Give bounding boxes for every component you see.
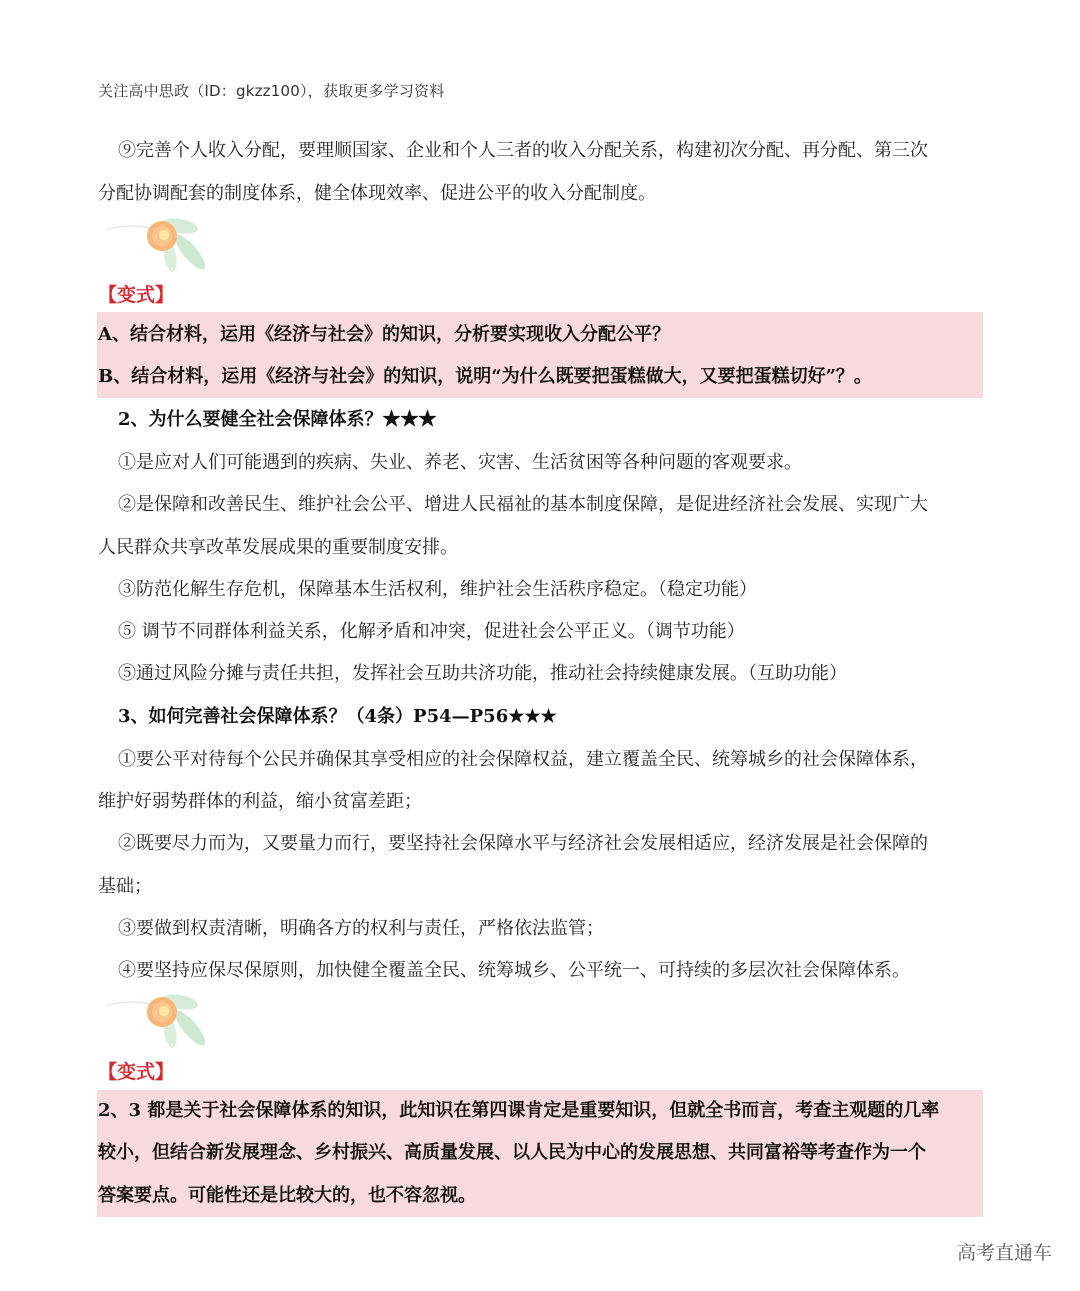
flower-decoration-icon bbox=[100, 212, 210, 282]
question-2-point-3: ③防范化解生存危机，保障基本生活权利，维护社会生活秩序稳定。（稳定功能） bbox=[118, 579, 757, 600]
point-9-line-2: 分配协调配套的制度体系，健全体现效率、促进公平的收入分配制度。 bbox=[98, 183, 656, 204]
question-2-point-5: ⑤通过风险分摊与责任共担，发挥社会互助共济功能，推动社会持续健康发展。（互助功能） bbox=[118, 663, 847, 684]
variant-2-line-3: 答案要点。可能性还是比较大的，也不容忽视。 bbox=[98, 1185, 476, 1206]
question-2-point-2-line-2: 人民群众共享改革发展成果的重要制度安排。 bbox=[98, 537, 458, 558]
question-3-point-2-line-1: ②既要尽力而为，又要量力而行，要坚持社会保障水平与经济社会发展相适应，经济发展是社会保障的 bbox=[118, 833, 928, 854]
question-3-point-1-line-2: 维护好弱势群体的利益，缩小贫富差距； bbox=[98, 791, 422, 812]
question-2-title: 2、为什么要健全社会保障体系？★★★ bbox=[118, 409, 437, 430]
question-3-title: 3、如何完善社会保障体系？（4条）P54—P56★★★ bbox=[118, 706, 557, 727]
point-9-line-1: ⑨完善个人收入分配，要理顺国家、企业和个人三者的收入分配关系，构建初次分配、再分配、第三次 bbox=[118, 140, 928, 161]
question-3-point-2-line-2: 基础； bbox=[98, 876, 152, 897]
variant-1-box bbox=[97, 312, 983, 398]
question-2-point-2-line-1: ②是保障和改善民生、维护社会公平、增进人民福祉的基本制度保障，是促进经济社会发展、实现广大 bbox=[118, 494, 928, 515]
variant-label: 【变式】 bbox=[98, 1061, 175, 1083]
question-3-point-1-line-1: ①要公平对待每个公民并确保其享受相应的社会保障权益，建立覆盖全民、统筹城乡的社会保障体系， bbox=[118, 749, 928, 770]
variant-label: 【变式】 bbox=[98, 284, 175, 306]
question-3-point-3: ③要做到权责清晰，明确各方的权利与责任，严格依法监管； bbox=[118, 918, 604, 939]
variant-1-item-b: B、结合材料，运用《经济与社会》的知识，说明“为什么既要把蛋糕做大，又要把蛋糕切好”？。 bbox=[98, 366, 872, 387]
variant-1-item-a: A、结合材料，运用《经济与社会》的知识，分析要实现收入分配公平？ bbox=[98, 324, 670, 345]
question-2-point-1: ①是应对人们可能遇到的疾病、失业、养老、灾害、生活贫困等各种问题的客观要求。 bbox=[118, 452, 802, 473]
footer-brand: 高考直通车 bbox=[956, 1242, 1052, 1264]
header-note: 关注高中思政（ID：gkzz100），获取更多学习资料 bbox=[98, 82, 445, 100]
variant-2-box bbox=[97, 1090, 983, 1217]
question-2-point-4: ⑤ 调节不同群体利益关系，化解矛盾和冲突，促进社会公平正义。（调节功能） bbox=[118, 621, 745, 642]
question-3-point-4: ④要坚持应保尽保原则，加快健全覆盖全民、统筹城乡、公平统一、可持续的多层次社会保障体系。 bbox=[118, 960, 910, 981]
variant-2-line-1: 2、3 都是关于社会保障体系的知识，此知识在第四课肯定是重要知识，但就全书而言，考查主观题的几率 bbox=[98, 1100, 940, 1121]
flower-decoration-icon bbox=[100, 988, 210, 1058]
variant-2-line-2: 较小，但结合新发展理念、乡村振兴、高质量发展、以人民为中心的发展思想、共同富裕等考查作为一个 bbox=[98, 1142, 926, 1163]
